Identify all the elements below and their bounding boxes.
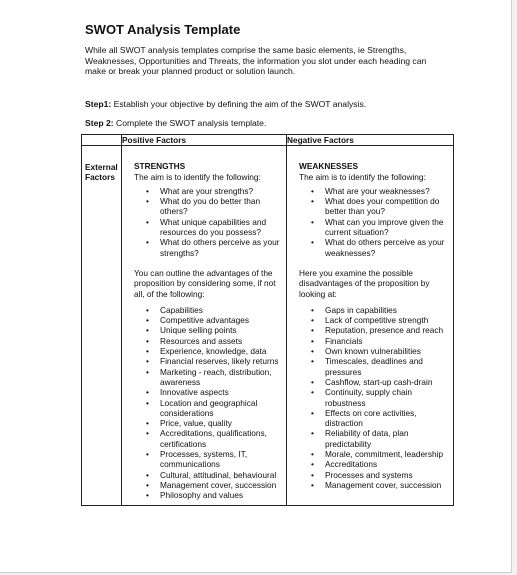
bullet-icon: • (146, 185, 149, 196)
strengths-item (146, 428, 282, 449)
strengths-item-text: Innovative aspects (160, 387, 229, 398)
bullet-icon: • (311, 196, 314, 207)
strengths-question-text: What do others perceive as your strengths? (160, 237, 280, 258)
weaknesses-item-text: Management cover, succession (325, 479, 442, 490)
strengths-questions (134, 186, 282, 258)
strengths-item (146, 315, 282, 326)
corner-cell (82, 135, 122, 146)
strengths-item (146, 366, 282, 388)
bullet-icon: • (311, 376, 314, 387)
weaknesses-item (311, 325, 449, 336)
bullet-icon: • (311, 185, 314, 196)
bullet-icon: • (311, 237, 314, 248)
bullet-icon: • (311, 428, 314, 439)
strengths-item (146, 479, 282, 490)
weaknesses-item (311, 356, 449, 377)
strengths-title: STRENGTHS (134, 161, 186, 172)
strengths-item-text: Price, value, quality (160, 418, 232, 429)
weaknesses-item (311, 346, 449, 357)
step-2 (85, 118, 266, 128)
weaknesses-question (311, 185, 449, 196)
weaknesses-question (311, 216, 449, 238)
weaknesses-item (311, 449, 449, 460)
bullet-icon: • (146, 216, 149, 227)
bullet-icon: • (311, 407, 314, 418)
bullet-icon: • (146, 335, 149, 346)
weaknesses-item-text: Cashflow, start-up cash-drain (325, 376, 433, 387)
step-1-label: Step1: (85, 99, 112, 109)
bullet-icon: • (146, 356, 149, 367)
weaknesses-questions (299, 186, 449, 258)
bullet-icon: • (311, 479, 314, 490)
strengths-item-text: Processes, systems, IT, communications (160, 449, 248, 470)
strengths-aim: The aim is to identify the following: (134, 171, 261, 182)
strengths-item-text: Resources and assets (160, 335, 243, 346)
strengths-item-text: Marketing - reach, distribution, awareness (160, 366, 272, 387)
weaknesses-item (311, 335, 449, 346)
step-2-label: Step 2: (85, 118, 114, 128)
bullet-icon: • (146, 449, 149, 460)
weaknesses-item (311, 407, 449, 429)
weaknesses-item (311, 459, 449, 470)
strengths-item (146, 397, 282, 419)
negative-factors-header: Negative Factors (287, 135, 454, 146)
strengths-outline: You can outline the advantages of the proposition by considering some, if not all, of the following: (134, 267, 276, 299)
strengths-question (146, 237, 282, 258)
strengths-question (146, 185, 282, 196)
strengths-question (146, 196, 282, 217)
weaknesses-aim: The aim is to identify the following: (299, 171, 426, 182)
weaknesses-item-text: Lack of competitive strength (325, 315, 429, 326)
strengths-item-text: Cultural, attitudinal, behavioural (160, 469, 277, 480)
bullet-icon: • (311, 469, 314, 480)
strengths-item (146, 346, 282, 357)
strengths-item (146, 449, 282, 470)
bullet-icon: • (146, 366, 149, 377)
weaknesses-item-text: Continuity, supply chain robustness (325, 387, 413, 408)
weaknesses-item-text: Accreditations (325, 459, 378, 470)
weaknesses-item (311, 479, 449, 490)
bullet-icon: • (146, 325, 149, 336)
bullet-icon: • (311, 325, 314, 336)
weaknesses-item-text: Processes and systems (325, 469, 413, 480)
weaknesses-item-text: Gaps in capabilities (325, 304, 397, 315)
strengths-item (146, 469, 282, 480)
weaknesses-item (311, 376, 449, 387)
weaknesses-item (311, 315, 449, 326)
bullet-icon: • (146, 346, 149, 357)
strengths-question-text: What unique capabilities and resources do you possess? (160, 216, 267, 238)
bullet-icon: • (146, 418, 149, 429)
strengths-item-text: Competitive advantages (160, 315, 250, 326)
bullet-icon: • (311, 346, 314, 357)
bullet-icon: • (311, 304, 314, 315)
bullet-icon: • (146, 479, 149, 490)
bullet-icon: • (146, 469, 149, 480)
weaknesses-item-text: Reliability of data, plan predictability (325, 428, 409, 449)
document-title: SWOT Analysis Template (85, 22, 241, 37)
weaknesses-item-text: Own known vulnerabilities (325, 346, 421, 357)
intro-paragraph: While all SWOT analysis templates comprise the same basic elements, ie Strengths, Weaknesses, Opportunities and Threats, the information you slot under each heading can make or break your planned product or solution launch. (85, 45, 427, 77)
weaknesses-question-text: What does your competition do better than you? (325, 196, 440, 217)
strengths-question (146, 216, 282, 238)
weaknesses-question-text: What can you improve given the current situation? (325, 216, 444, 238)
external-factors-row (82, 146, 454, 505)
strengths-cell (122, 146, 287, 505)
bullet-icon: • (146, 315, 149, 326)
strengths-item (146, 490, 282, 501)
bullet-icon: • (311, 335, 314, 346)
weaknesses-item-text: Morale, commitment, leadership (325, 449, 444, 460)
strengths-item-text: Financial reserves, likely returns (160, 356, 279, 367)
strengths-item-text: Capabilities (160, 304, 203, 315)
strengths-item-text: Unique selling points (160, 325, 237, 336)
bullet-icon: • (146, 304, 149, 315)
weaknesses-cell (287, 146, 454, 505)
bullet-icon: • (311, 315, 314, 326)
strengths-question-text: What are your strengths? (160, 185, 254, 196)
swot-header-row (82, 135, 454, 146)
weaknesses-item (311, 304, 449, 315)
weaknesses-question-text: What do others perceive as your weaknesses? (325, 237, 445, 258)
strengths-item (146, 387, 282, 398)
bullet-icon: • (146, 428, 149, 439)
weaknesses-item (311, 428, 449, 449)
strengths-item-text: Experience, knowledge, data (160, 346, 267, 357)
bullet-icon: • (146, 387, 149, 398)
swot-table (81, 134, 454, 506)
bullet-icon: • (311, 459, 314, 470)
weaknesses-items (299, 305, 449, 490)
strengths-item (146, 325, 282, 336)
strengths-item (146, 304, 282, 315)
strengths-item-text: Location and geographical considerations (160, 397, 258, 418)
bullet-icon: • (146, 490, 149, 501)
bullet-icon: • (146, 397, 149, 408)
bullet-icon: • (146, 237, 149, 248)
weaknesses-item (311, 387, 449, 408)
strengths-item-text: Accreditations, qualifications, certifications (160, 428, 267, 449)
weaknesses-item-text: Effects on core activities, distraction (325, 407, 417, 429)
weaknesses-item-text: Financials (325, 335, 363, 346)
strengths-item (146, 418, 282, 429)
weaknesses-item (311, 469, 449, 480)
bullet-icon: • (311, 216, 314, 227)
strengths-item (146, 356, 282, 367)
weaknesses-item-text: Timescales, deadlines and pressures (325, 356, 423, 377)
bullet-icon: • (146, 196, 149, 207)
weaknesses-title: WEAKNESSES (299, 161, 359, 172)
positive-factors-header: Positive Factors (122, 135, 287, 146)
step-1-text: Establish your objective by defining the aim of the SWOT analysis. (111, 99, 367, 109)
strengths-question-text: What do you do better than others? (160, 196, 261, 217)
strengths-item (146, 335, 282, 346)
external-factors-label: External Factors (82, 146, 122, 505)
weaknesses-item-text: Reputation, presence and reach (325, 325, 444, 336)
weaknesses-question (311, 196, 449, 217)
strengths-item-text: Philosophy and values (160, 490, 244, 501)
bullet-icon: • (311, 356, 314, 367)
step-2-text: Complete the SWOT analysis template. (113, 118, 267, 128)
bullet-icon: • (311, 449, 314, 460)
weaknesses-question (311, 237, 449, 258)
weaknesses-outline: Here you examine the possible disadvantages of the proposition by looking at: (299, 267, 430, 299)
strengths-items (134, 305, 282, 501)
strengths-item-text: Management cover, succession (160, 479, 277, 490)
bullet-icon: • (311, 387, 314, 398)
step-1 (85, 99, 366, 109)
weaknesses-question-text: What are your weaknesses? (325, 185, 430, 196)
